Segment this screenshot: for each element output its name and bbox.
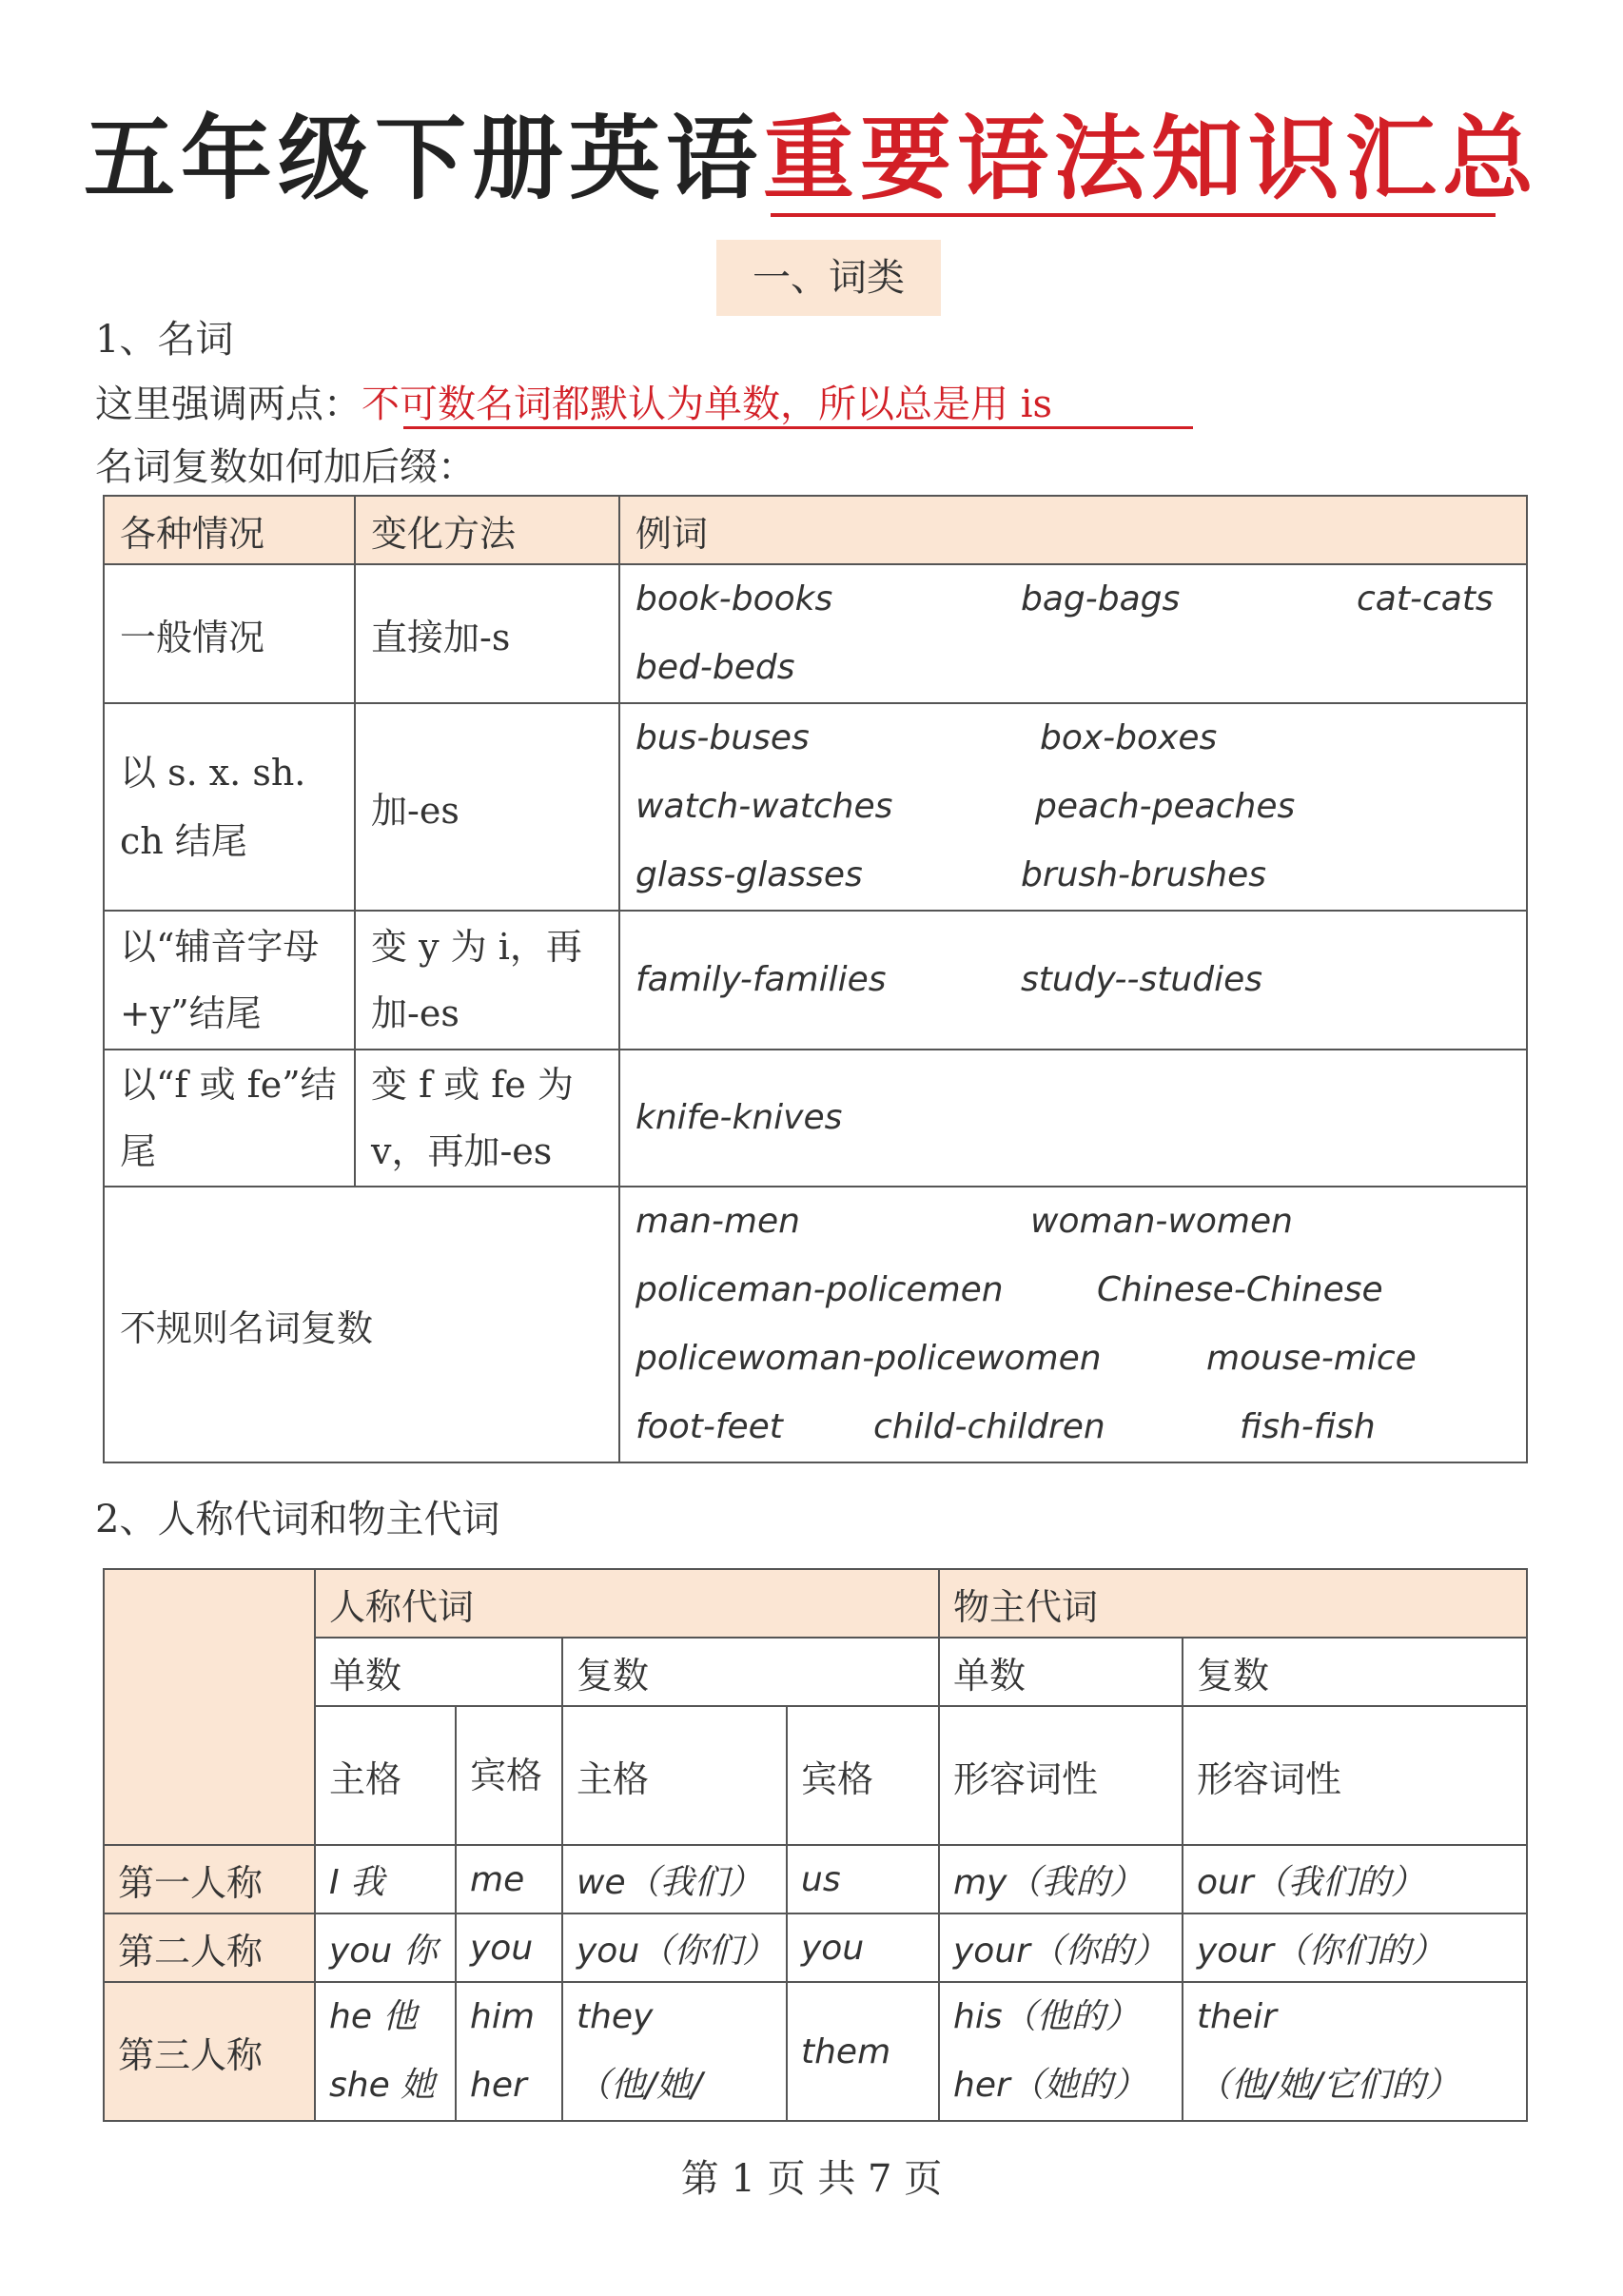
cell-line: he 他 xyxy=(329,1997,418,2036)
table-row xyxy=(104,911,1527,1050)
header-singular: 单数 xyxy=(939,1638,1183,1706)
example: child-children xyxy=(873,1407,1105,1446)
row-case: 一般情况 xyxy=(104,564,355,703)
table-row xyxy=(104,1187,1527,1462)
header-case: 各种情况 xyxy=(104,496,355,564)
example: study--studies xyxy=(1021,960,1262,999)
cell-line: they xyxy=(577,1997,654,2036)
nouns-heading: 1、名词 xyxy=(95,318,234,362)
section-title: 一、词类 xyxy=(716,240,941,316)
example: Chinese-Chinese xyxy=(1097,1270,1383,1309)
row-case: 以“辅音字母+y”结尾 xyxy=(104,911,355,1050)
table-row xyxy=(104,703,1527,911)
header-object: 宾格 xyxy=(456,1706,562,1845)
example: mouse-mice xyxy=(1206,1339,1417,1378)
cell: you xyxy=(787,1913,939,1982)
cell: I 我 xyxy=(315,1845,456,1913)
table-row xyxy=(104,564,1527,703)
cell-line: （他/她/ xyxy=(577,2066,703,2105)
cell: my（我的） xyxy=(939,1845,1183,1913)
group-header-row xyxy=(104,1569,1527,1638)
cell: us xyxy=(787,1845,939,1913)
case-header-row xyxy=(104,1706,1527,1845)
example: family-families xyxy=(636,960,887,999)
cell-line: his（他的） xyxy=(953,1997,1140,2036)
example: policewoman-policewomen xyxy=(636,1339,1102,1378)
cell xyxy=(939,1982,1183,2121)
example: man-men xyxy=(636,1202,800,1241)
emphasis-underline xyxy=(403,426,1193,429)
table-header-row xyxy=(104,496,1527,564)
cell-line: her（她的） xyxy=(953,2066,1147,2105)
example: bed-beds xyxy=(636,648,795,687)
cell xyxy=(315,1982,456,2121)
table-row xyxy=(104,1982,1527,2121)
row-examples xyxy=(619,911,1527,1050)
page-footer: 第 1 页 共 7 页 xyxy=(680,2157,943,2201)
example-line xyxy=(636,841,1511,910)
pronouns-heading: 2、人称代词和物主代词 xyxy=(95,1498,500,1541)
row-examples xyxy=(619,1050,1527,1187)
example-line xyxy=(636,1256,1511,1325)
example-line xyxy=(636,1393,1511,1462)
header-examples: 例词 xyxy=(619,496,1527,564)
example-line xyxy=(636,704,1511,773)
table-row xyxy=(104,1845,1527,1913)
cell: them xyxy=(787,1982,939,2121)
table-row xyxy=(104,1050,1527,1187)
header-subject: 主格 xyxy=(315,1706,456,1845)
example: bag-bags xyxy=(1021,579,1181,618)
header-method: 变化方法 xyxy=(355,496,619,564)
row-case: 以 s. x. sh. ch 结尾 xyxy=(104,703,355,911)
cell: your（你们的） xyxy=(1183,1913,1527,1982)
example: bus-buses xyxy=(636,718,810,757)
row-case: 不规则名词复数 xyxy=(104,1187,619,1462)
example: foot-feet xyxy=(636,1407,783,1446)
header-adjective: 形容词性 xyxy=(1183,1706,1527,1845)
header-object: 宾格 xyxy=(787,1706,939,1845)
group-personal: 人称代词 xyxy=(315,1569,939,1638)
cell-line: her xyxy=(470,2066,527,2105)
row-method: 加-es xyxy=(355,703,619,911)
title-part2: 重要语法知识汇总 xyxy=(763,105,1539,212)
plural-intro: 名词复数如何加后缀： xyxy=(95,445,476,489)
header-subject: 主格 xyxy=(562,1706,787,1845)
emphasis-line xyxy=(95,381,1052,428)
row-examples xyxy=(619,703,1527,911)
group-possessive: 物主代词 xyxy=(939,1569,1527,1638)
cell-line: him xyxy=(470,1997,535,2036)
pronoun-table xyxy=(103,1568,1528,2122)
example: box-boxes xyxy=(1040,718,1218,757)
example-line xyxy=(636,773,1511,841)
person-label: 第二人称 xyxy=(104,1913,315,1982)
header-plural: 复数 xyxy=(1183,1638,1527,1706)
example: book-books xyxy=(636,579,833,618)
cell-line: their xyxy=(1197,1997,1277,2036)
number-header-row xyxy=(104,1638,1527,1706)
emphasis-prefix: 这里强调两点： xyxy=(95,383,362,426)
example-line xyxy=(636,946,1511,1014)
cell: me xyxy=(456,1845,562,1913)
cell-line: she 她 xyxy=(329,2066,436,2105)
table-row xyxy=(104,1913,1527,1982)
example: watch-watches xyxy=(636,787,893,826)
page-title xyxy=(0,107,1623,211)
cell: you（你们） xyxy=(562,1913,787,1982)
row-method: 变 f 或 fe 为 v，再加-es xyxy=(355,1050,619,1187)
example: peach-peaches xyxy=(1035,787,1296,826)
person-label: 第三人称 xyxy=(104,1982,315,2121)
example: glass-glasses xyxy=(636,855,863,894)
person-label: 第一人称 xyxy=(104,1845,315,1913)
header-adjective: 形容词性 xyxy=(939,1706,1183,1845)
example: policeman-policemen xyxy=(636,1270,1004,1309)
row-case: 以“f 或 fe”结尾 xyxy=(104,1050,355,1187)
cell: we（我们） xyxy=(562,1845,787,1913)
cell: you 你 xyxy=(315,1913,456,1982)
noun-plural-table xyxy=(103,495,1528,1463)
example-line xyxy=(636,565,1511,634)
title-part1: 五年级下册英语 xyxy=(84,105,763,212)
example: cat-cats xyxy=(1357,579,1494,618)
row-examples xyxy=(619,564,1527,703)
title-underline xyxy=(771,213,1496,217)
example-line xyxy=(636,1325,1511,1393)
header-plural: 复数 xyxy=(562,1638,939,1706)
cell xyxy=(456,1982,562,2121)
example-line xyxy=(636,1187,1511,1256)
cell: our（我们的） xyxy=(1183,1845,1527,1913)
cell: your（你的） xyxy=(939,1913,1183,1982)
row-examples xyxy=(619,1187,1527,1462)
row-method: 直接加-s xyxy=(355,564,619,703)
example: knife-knives xyxy=(636,1098,843,1137)
emphasis-text: 不可数名词都默认为单数，所以总是用 is xyxy=(362,383,1053,426)
example: woman-women xyxy=(1030,1202,1293,1241)
cell: you xyxy=(456,1913,562,1982)
row-method: 变 y 为 i，再加-es xyxy=(355,911,619,1050)
corner-cell xyxy=(104,1569,315,1845)
cell xyxy=(1183,1982,1527,2121)
header-singular: 单数 xyxy=(315,1638,562,1706)
example: fish-fish xyxy=(1240,1407,1376,1446)
cell-line: （他/她/它们的） xyxy=(1197,2066,1460,2105)
cell xyxy=(562,1982,787,2121)
example: brush-brushes xyxy=(1021,855,1266,894)
